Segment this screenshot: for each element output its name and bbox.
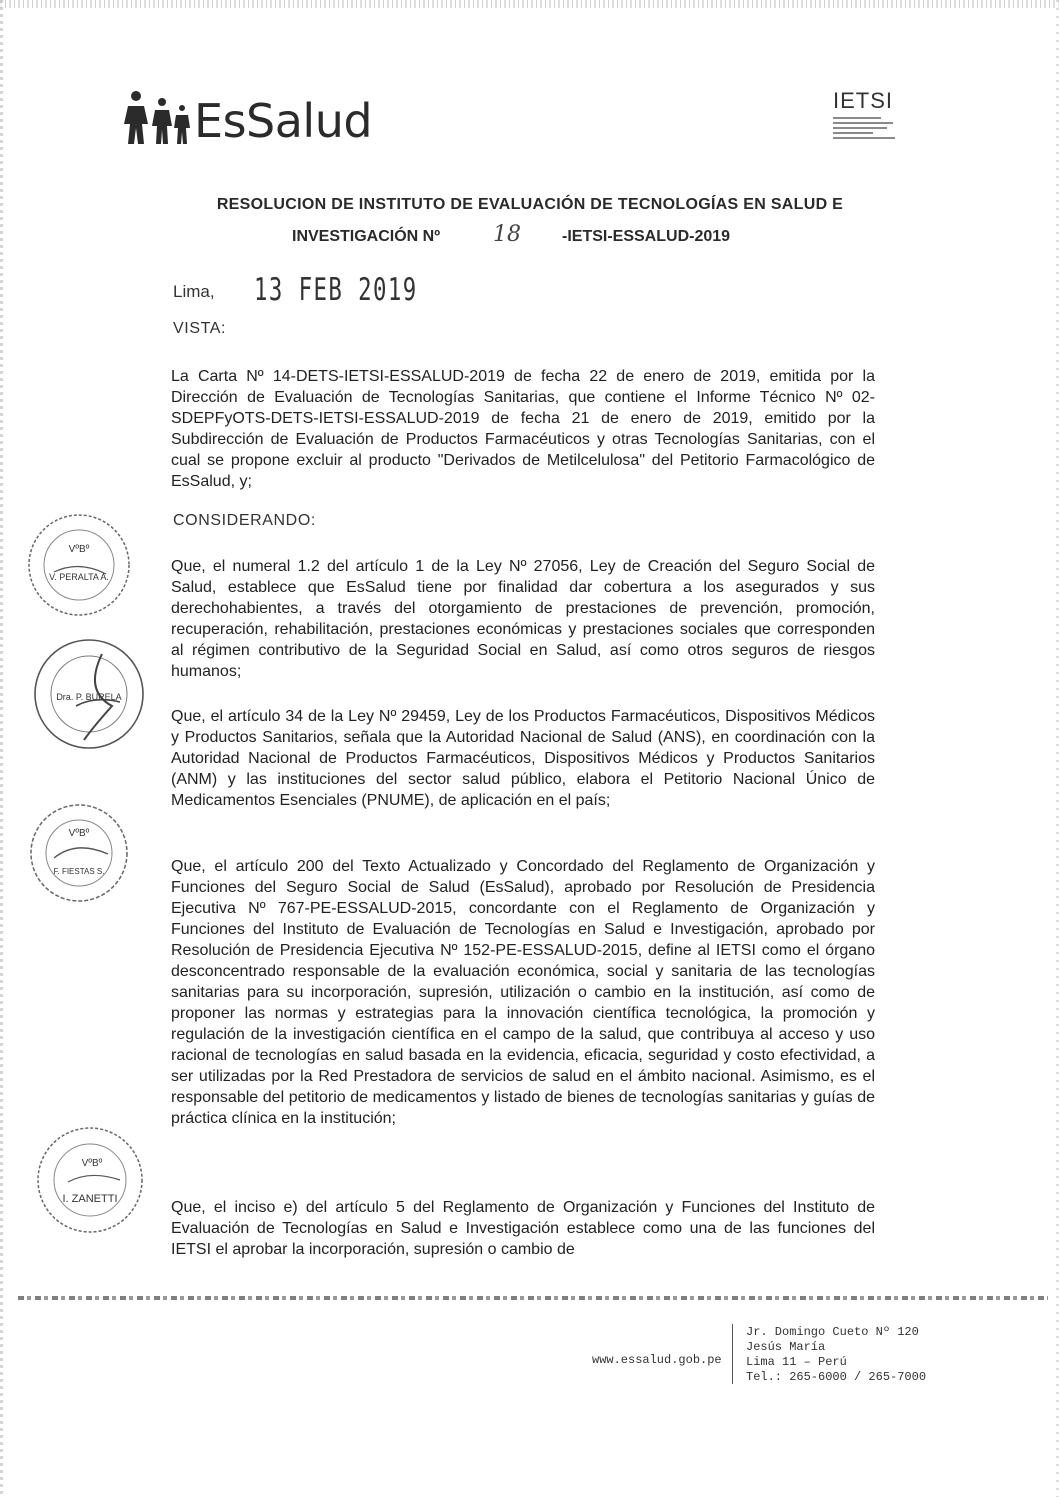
scan-edge-left bbox=[0, 0, 3, 1497]
date-label: Lima, bbox=[173, 282, 215, 301]
stamp-4-top: VºBº bbox=[81, 1158, 103, 1169]
considerando-paragraph-4: Que, el inciso e) del artículo 5 del Reglamento de Organización y Funciones del Instituto de Evaluación de Tecnologías en Salud e Investigación establece como una de las funciones del IETSI el aprobar la incorporación, supresión o cambio de bbox=[171, 1199, 875, 1258]
date-stamp: 13 FEB 2019 bbox=[254, 272, 418, 308]
stamp-3-bottom: F. FIESTAS S. bbox=[53, 867, 105, 876]
resolution-title-line1: RESOLUCION DE INSTITUTO DE EVALUACIÓN DE TECNOLOGÍAS EN SALUD E bbox=[216, 196, 844, 213]
resolution-code: -IETSI-ESSALUD-2019 bbox=[562, 228, 731, 245]
considerando-paragraph-1: Que, el numeral 1.2 del artículo 1 de la Ley Nº 27056, Ley de Creación del Seguro Social de Salud, establece que EsSalud tiene por finalidad dar cobertura a los asegurados y sus derechohabientes, a través del otorgamiento de prestaciones de prevención, promoción, recuperación, rehabilitación, prestaciones económicas y prestaciones sociales que corresponden al régimen contributivo de la Seguridad Social en Salud, así como otros seguros de riesgos humanos; bbox=[171, 558, 875, 680]
stamp-1-top: VºBº bbox=[68, 544, 90, 555]
resolution-number: 18 bbox=[493, 222, 521, 247]
footer-address bbox=[746, 1325, 926, 1385]
footer-address-line: Jesús María bbox=[746, 1340, 826, 1354]
approval-stamp-3 bbox=[26, 800, 132, 906]
considerando-heading: CONSIDERANDO: bbox=[173, 512, 316, 529]
approval-stamp-4 bbox=[34, 1122, 146, 1238]
ietsi-logo-text: IETSI bbox=[833, 88, 894, 113]
vista-heading: VISTA: bbox=[173, 320, 227, 337]
stamp-1-bottom: V. PERALTA A. bbox=[49, 572, 109, 582]
considerando-paragraph-3: Que, el artículo 200 del Texto Actualizado y Concordado del Reglamento de Organización y Funciones del Seguro Social de Salud (EsSalud), aprobado por Resolución de Presidencia Ejecutiva Nº 767-PE-ESSALUD-2015, concordante con el Reglamento de Organización y Funciones del Instituto de Evaluación de Tecnologías en Salud e Investigación, aprobado por Resolución de Presidencia Ejecutiva Nº 152-PE-ESSALUD-2015, define al IETSI como el órgano desconcentrado responsable de la evaluación económica, social y sanitaria de las tecnologías sanitarias para su incorporación, supresión, utilización o cambio en la institución, así como de proponer las normas y estrategias para la innovación científica tecnológica, la promoción y regulación de la investigación científica en el campo de la salud, que contribuya al acceso y uso racional de tecnologías en salud basada en la evidencia, eficacia, seguridad y costo efectividad, a ser utilizadas por la Red Prestadora de servicios de salud en el ámbito nacional. Asimismo, es el responsable del petitorio de medicamentos y listado de bienes de tecnologías sanitarias y guías de práctica clínica en la institución; bbox=[171, 858, 875, 1127]
ietsi-logo-lines bbox=[833, 117, 913, 139]
stamp-4-bottom: I. ZANETTI bbox=[62, 1193, 118, 1205]
people-figures-icon bbox=[118, 88, 196, 148]
vista-paragraph: La Carta Nº 14-DETS-IETSI-ESSALUD-2019 de fecha 22 de enero de 2019, emitida por la Dirección de Evaluación de Tecnologías Sanitarias, que contiene el Informe Técnico Nº 02-SDEPFyOTS-DETS-IETSI-ESSALUD-2019 de fecha 21 de enero de 2019, emitido por la Subdirección de Evaluación de Productos Farmacéuticos y otras Tecnologías Sanitarias, con el cual se propone excluir al producto "Derivados de Metilcelulosa" del Petitorio Farmacológico de EsSalud, y; bbox=[171, 368, 875, 490]
footer-address-line: Tel.: 265-6000 / 265-7000 bbox=[746, 1370, 927, 1384]
scan-edge-top bbox=[0, 0, 1059, 8]
footer-divider bbox=[18, 1296, 1048, 1300]
stamp-2-bottom: Dra. P. BURELA bbox=[56, 692, 122, 702]
ietsi-logo bbox=[833, 88, 913, 158]
stamp-3-top: VºBº bbox=[68, 828, 90, 839]
approval-stamp-1 bbox=[24, 510, 134, 620]
approval-stamp-2 bbox=[24, 636, 154, 752]
essalud-logo bbox=[118, 88, 388, 150]
essalud-logo-text: EsSalud bbox=[194, 94, 373, 148]
footer-separator bbox=[732, 1324, 733, 1384]
footer-address-line: Lima 11 – Perú bbox=[746, 1355, 847, 1369]
footer-website: www.essalud.gob.pe bbox=[592, 1353, 722, 1367]
resolution-title-label: INVESTIGACIÓN Nº bbox=[292, 228, 441, 245]
footer-address-line: Jr. Domingo Cueto Nº 120 bbox=[746, 1325, 919, 1339]
considerando-paragraph-2: Que, el artículo 34 de la Ley Nº 29459, Ley de los Productos Farmacéuticos, Dispositivos Médicos y Productos Sanitarios, señala que la Autoridad Nacional de Salud (ANS), en coordinación con la Autoridad Nacional de Productos Farmacéuticos, Dispositivos Médicos y Productos Sanitarios (ANM) y las instituciones del sector salud público, elabora el Petitorio Nacional Único de Medicamentos Esenciales (PNUME), de aplicación en el país; bbox=[171, 708, 875, 809]
